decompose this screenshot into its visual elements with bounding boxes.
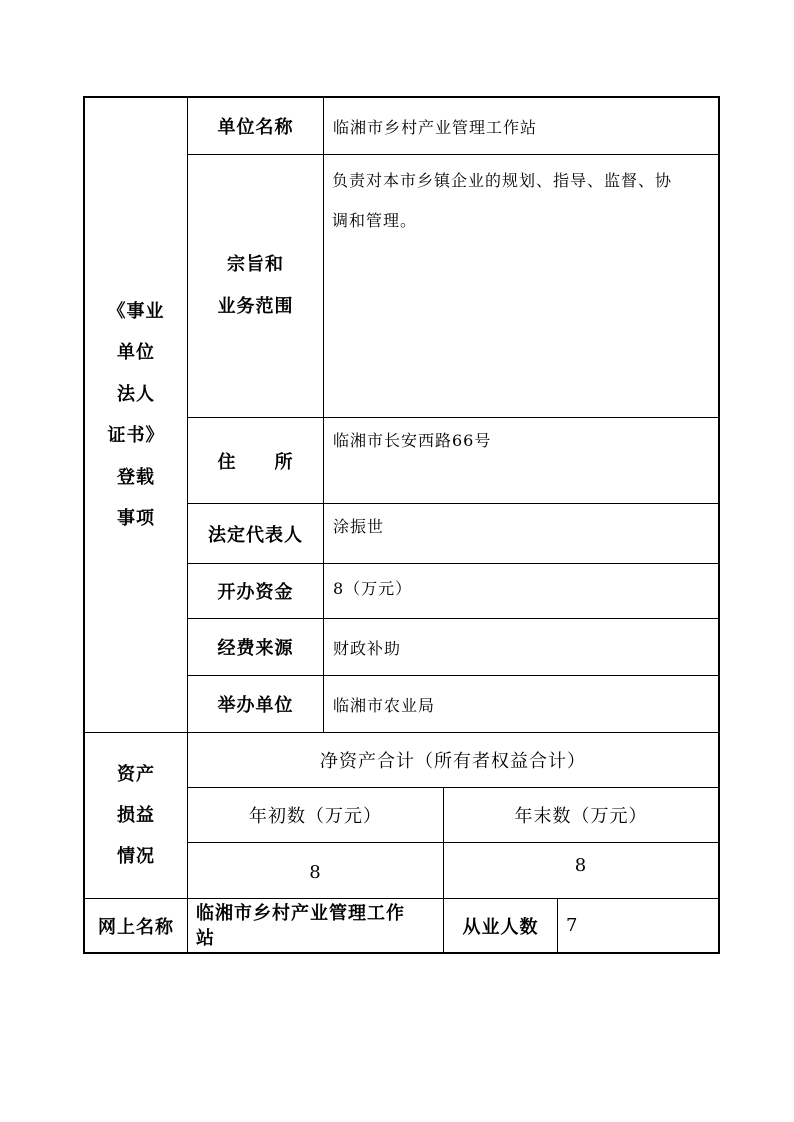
assets-end-label: 年末数（万元） xyxy=(514,806,648,827)
section-label-line: 《事业 xyxy=(107,300,165,322)
staff-count-label: 从业人数 xyxy=(462,916,539,938)
section-label-line: 事项 xyxy=(117,508,155,529)
sponsor-value: 临湘市农业局 xyxy=(333,695,436,715)
section-label xyxy=(85,98,187,732)
address-value: 临湘市长安西路66号 xyxy=(333,431,492,450)
table-border-right xyxy=(718,96,720,954)
assets-begin-label: 年初数（万元） xyxy=(249,806,382,827)
online-name-label: 网上名称 xyxy=(98,916,174,938)
table-border-bottom xyxy=(83,952,720,954)
address-label: 住 所 xyxy=(217,451,294,473)
unit-name-label: 单位名称 xyxy=(217,117,294,138)
capital-label: 开办资金 xyxy=(217,582,294,603)
legal-rep-value: 涂振世 xyxy=(333,517,385,536)
online-name-value: 临湘市乡村产业管理工作 站 xyxy=(196,902,405,949)
capital-value: 8（万元） xyxy=(333,579,413,598)
purpose-label: 宗旨和 业务范围 xyxy=(217,254,294,317)
section-label-line: 登载 xyxy=(117,466,155,488)
assets-begin-value: 8 xyxy=(309,862,322,883)
unit-name-value: 临湘市乡村产业管理工作站 xyxy=(333,117,538,137)
purpose-value: 负责对本市乡镇企业的规划、指导、监督、协 调和管理。 xyxy=(332,171,673,230)
section-label-line: 证书》 xyxy=(107,425,165,446)
sponsor-label: 举办单位 xyxy=(217,695,294,716)
assets-header: 净资产合计（所有者权益合计） xyxy=(320,751,586,772)
section-label-line: 法人 xyxy=(117,383,155,405)
section-label-line: 单位 xyxy=(117,342,155,363)
staff-count-value: 7 xyxy=(566,915,579,936)
assets-label: 资产 损益 情况 xyxy=(117,764,155,867)
legal-rep-label: 法定代表人 xyxy=(208,524,303,546)
assets-end-value: 8 xyxy=(574,855,588,876)
funding-label: 经费来源 xyxy=(217,638,294,659)
funding-value: 财政补助 xyxy=(333,638,402,658)
